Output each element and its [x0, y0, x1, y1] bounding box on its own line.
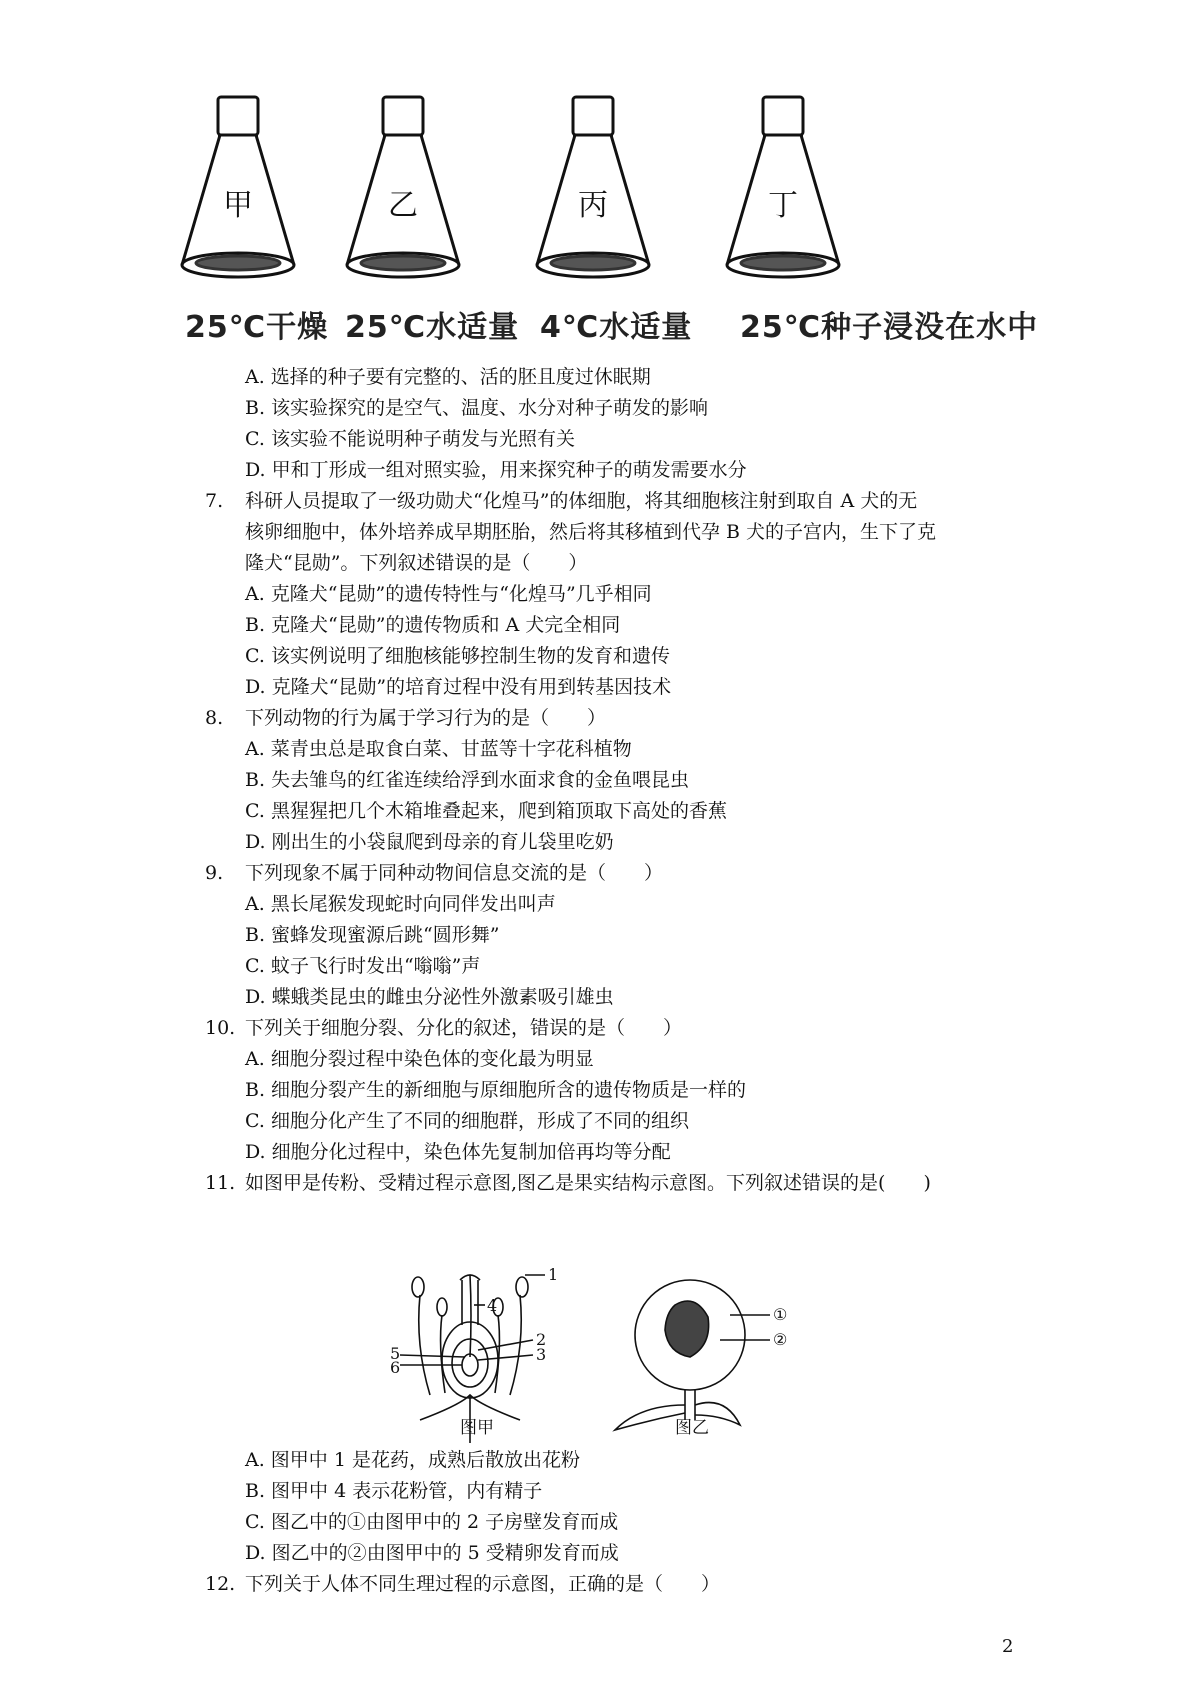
pollination-figure	[390, 1245, 820, 1445]
q9-option-c: C. 蚊子飞行时发出“嗡嗡”声	[245, 955, 481, 977]
q8-option-a: A. 菜青虫总是取食白菜、甘蓝等十字花科植物	[245, 738, 632, 760]
pollination-diagram	[390, 1245, 820, 1445]
q11-text: 如图甲是传粉、受精过程示意图,图乙是果实结构示意图。下列叙述错误的是( )	[245, 1172, 931, 1194]
q7-option-b: B. 克隆犬“昆勋”的遗传物质和 A 犬完全相同	[245, 614, 621, 636]
flask-ding	[727, 97, 839, 277]
q10-option-b: B. 细胞分裂产生的新细胞与原细胞所含的遗传物质是一样的	[245, 1079, 747, 1101]
q11-option-c: C. 图乙中的①由图甲中的 2 子房壁发育而成	[245, 1511, 619, 1533]
flask-label-ding: 丁	[768, 188, 798, 223]
flask-caption-yi: 25℃水适量	[345, 310, 520, 345]
q11-option-a: A. 图甲中 1 是花药，成熟后散放出花粉	[245, 1449, 580, 1471]
q6-option-c: C. 该实验不能说明种子萌发与光照有关	[245, 428, 575, 450]
flask-caption-jia: 25℃干燥	[185, 310, 329, 345]
flask-bing	[537, 97, 649, 277]
q12-number: 12.	[205, 1573, 236, 1595]
q11-number: 11.	[205, 1172, 236, 1194]
q7-number: 7.	[205, 490, 224, 512]
fruit-label-2: ②	[773, 1330, 788, 1349]
flower-label-1: 1	[548, 1265, 559, 1284]
fruit-diagram	[615, 1280, 770, 1430]
figure-caption-jia: 图甲	[460, 1418, 494, 1438]
q8-number: 8.	[205, 707, 224, 729]
q7-text-line-3: 隆犬“昆勋”。下列叙述错误的是（ ）	[245, 552, 588, 574]
q10-text: 下列关于细胞分裂、分化的叙述，错误的是（ ）	[245, 1017, 683, 1039]
q11-option-b: B. 图甲中 4 表示花粉管，内有精子	[245, 1480, 543, 1502]
q10-option-d: D. 细胞分化过程中，染色体先复制加倍再均等分配	[245, 1141, 671, 1163]
q6-option-b: B. 该实验探究的是空气、温度、水分对种子萌发的影响	[245, 397, 709, 419]
flask-jia	[182, 97, 294, 277]
flower-label-3: 3	[536, 1345, 547, 1364]
q7-text-line-2: 核卵细胞中，体外培养成早期胚胎，然后将其移植到代孕 B 犬的子宫内，生下了克	[245, 521, 937, 543]
q11-option-d: D. 图乙中的②由图甲中的 5 受精卵发育而成	[245, 1542, 619, 1564]
fruit-label-1: ①	[773, 1305, 788, 1324]
page-number: 2	[1002, 1636, 1014, 1657]
q12-text: 下列关于人体不同生理过程的示意图，正确的是（ ）	[245, 1573, 721, 1595]
flower-label-5: 5	[390, 1344, 401, 1363]
q7-option-a: A. 克隆犬“昆勋”的遗传特性与“化煌马”几乎相同	[245, 583, 652, 605]
flask-label-bing: 丙	[578, 188, 608, 223]
q8-option-c: C. 黑猩猩把几个木箱堆叠起来，爬到箱顶取下高处的香蕉	[245, 800, 727, 822]
q10-option-c: C. 细胞分化产生了不同的细胞群，形成了不同的组织	[245, 1110, 689, 1132]
q9-option-d: D. 蝶蛾类昆虫的雌虫分泌性外激素吸引雄虫	[245, 986, 614, 1008]
q9-option-a: A. 黑长尾猴发现蛇时向同伴发出叫声	[245, 893, 556, 915]
flower-label-4: 4	[487, 1296, 498, 1315]
q10-option-a: A. 细胞分裂过程中染色体的变化最为明显	[245, 1048, 594, 1070]
q6-option-a: A. 选择的种子要有完整的、活的胚且度过休眠期	[245, 366, 651, 388]
q8-option-b: B. 失去雏鸟的红雀连续给浮到水面求食的金鱼喂昆虫	[245, 769, 690, 791]
q9-option-b: B. 蜜蜂发现蜜源后跳“圆形舞”	[245, 924, 500, 946]
q7-option-d: D. 克隆犬“昆勋”的培育过程中没有用到转基因技术	[245, 676, 672, 698]
q10-number: 10.	[205, 1017, 236, 1039]
q6-option-d: D. 甲和丁形成一组对照实验，用来探究种子的萌发需要水分	[245, 459, 747, 481]
flask-label-yi: 乙	[388, 188, 418, 223]
flask-yi	[347, 97, 459, 277]
flower-label-2: 2	[536, 1330, 547, 1349]
q8-option-d: D. 刚出生的小袋鼠爬到母亲的育儿袋里吃奶	[245, 831, 614, 853]
q9-number: 9.	[205, 862, 224, 884]
q9-text: 下列现象不属于同种动物间信息交流的是（ ）	[245, 862, 664, 884]
flask-caption-ding: 25℃种子浸没在水中	[740, 310, 1039, 345]
q8-text: 下列动物的行为属于学习行为的是（ ）	[245, 707, 607, 729]
figure-caption-yi: 图乙	[675, 1418, 709, 1438]
flask-caption-bing: 4℃水适量	[540, 310, 693, 345]
flask-label-jia: 甲	[223, 188, 253, 223]
q7-option-c: C. 该实例说明了细胞核能够控制生物的发育和遗传	[245, 645, 670, 667]
flower-label-6: 6	[390, 1358, 401, 1377]
q7-text-line-1: 科研人员提取了一级功勋犬“化煌马”的体细胞，将其细胞核注射到取自 A 犬的无	[245, 490, 918, 512]
